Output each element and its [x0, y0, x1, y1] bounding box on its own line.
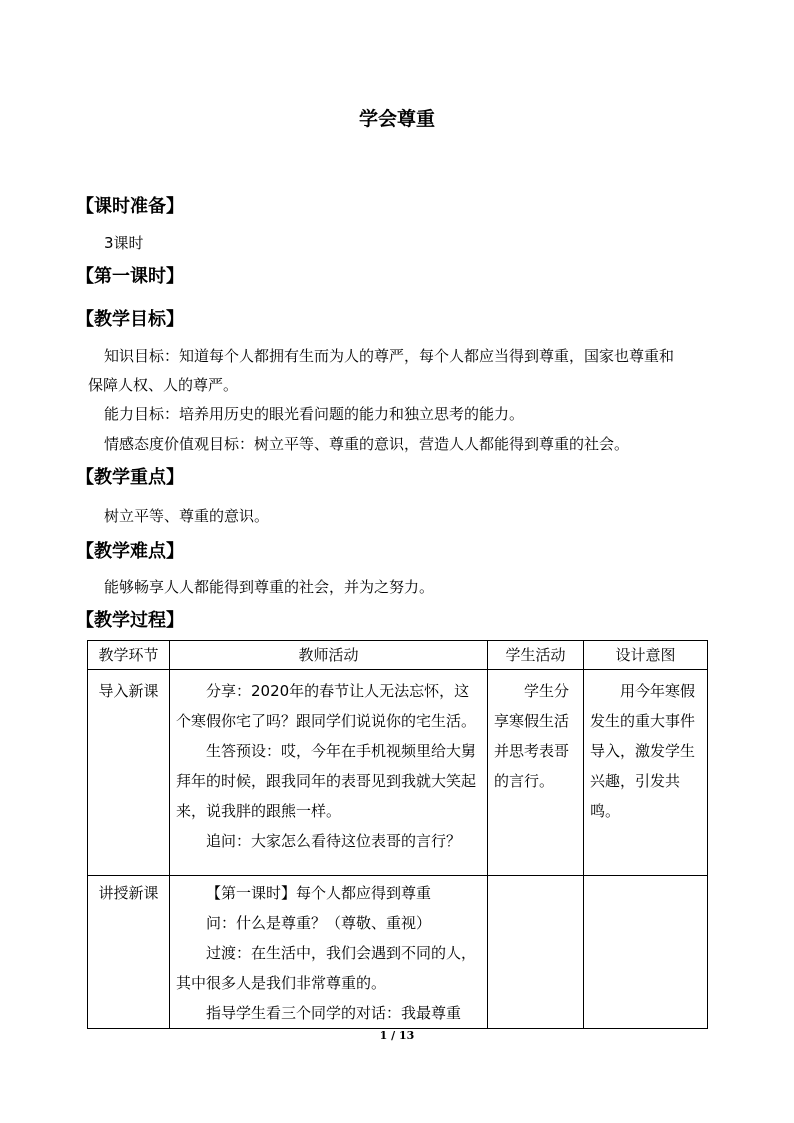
- goal-ability: 能力目标：培养用历史的眼光看问题的能力和独立思考的能力。: [104, 405, 525, 423]
- row-student-activity: [488, 876, 584, 1029]
- intent-paragraph: 用今年寒假发生的重大事件导入，激发学生兴趣，引发共鸣。: [590, 682, 696, 820]
- row-student-activity: [488, 670, 584, 876]
- heading-teaching-goals: 【教学目标】: [76, 309, 184, 330]
- row-teacher-activity: [170, 670, 488, 876]
- heading-teaching-difficulty: 【教学难点】: [76, 541, 184, 562]
- table-header-row: [88, 641, 708, 670]
- teaching-key-text: 树立平等、尊重的意识。: [104, 507, 270, 525]
- heading-teaching-process: 【教学过程】: [76, 610, 184, 631]
- row-design-intent: [584, 876, 708, 1029]
- document-title: 学会尊重: [358, 108, 435, 130]
- page-number: 1 / 13: [379, 1029, 415, 1042]
- goal-knowledge-line-2: 保障人权、人的尊严。: [88, 376, 239, 394]
- table-row: [88, 670, 708, 876]
- heading-teaching-key: 【教学重点】: [76, 467, 184, 488]
- header-student-activity: 学生活动: [488, 641, 584, 670]
- teacher-paragraph: 追问：大家怎么看待这位表哥的言行？: [206, 832, 462, 850]
- goal-emotion: 情感态度价值观目标：树立平等、尊重的意识，营造人人都能得到尊重的社会。: [104, 435, 630, 453]
- student-paragraph: 学生分享寒假生活并思考表哥的言行。: [494, 682, 570, 790]
- teacher-paragraph: 指导学生看三个同学的对话：我最尊重: [206, 1004, 462, 1022]
- lesson-prep-text: 3课时: [104, 234, 144, 252]
- teacher-paragraph: 问：什么是尊重？（尊敬、重视）: [206, 914, 432, 932]
- table-row: [88, 876, 708, 1029]
- row-teacher-activity: [170, 876, 488, 1029]
- heading-lesson-prep: 【课时准备】: [76, 196, 184, 217]
- teacher-paragraph: 【第一课时】每个人都应得到尊重: [206, 884, 432, 902]
- teaching-process-table: [87, 640, 708, 1029]
- header-design-intent: 设计意图: [584, 641, 708, 670]
- row-design-intent: [584, 670, 708, 876]
- header-teacher-activity: 教师活动: [170, 641, 488, 670]
- teacher-paragraph: 分享：2020年的春节让人无法忘怀，这个寒假你宅了吗？跟同学们说说你的宅生活。: [176, 682, 477, 730]
- row-stage: 导入新课: [88, 670, 170, 876]
- goal-knowledge-line-1: 知识目标：知道每个人都拥有生而为人的尊严，每个人都应当得到尊重，国家也尊重和: [104, 347, 675, 365]
- heading-first-lesson: 【第一课时】: [76, 266, 184, 287]
- teaching-difficulty-text: 能够畅享人人都能得到尊重的社会，并为之努力。: [104, 578, 435, 596]
- header-stage: 教学环节: [88, 641, 170, 670]
- teacher-paragraph: 生答预设：哎，今年在手机视频里给大舅拜年的时候，跟我同年的表哥见到我就大笑起来，说我胖的跟熊一样。: [176, 742, 477, 820]
- teacher-paragraph: 过渡：在生活中，我们会遇到不同的人，其中很多人是我们非常尊重的。: [176, 944, 477, 992]
- row-stage: 讲授新课: [88, 876, 170, 1029]
